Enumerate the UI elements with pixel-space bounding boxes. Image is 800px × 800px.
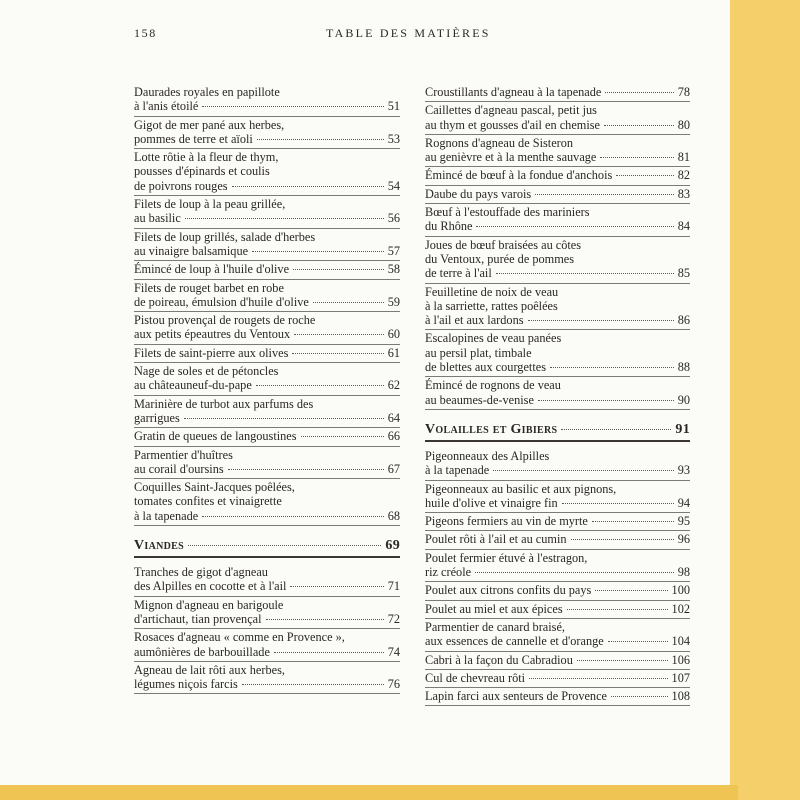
toc-entry-page: 74 — [387, 644, 400, 659]
toc-entry-line: Pistou provençal de rougets de roche — [134, 313, 316, 328]
toc-entry-page: 82 — [677, 168, 690, 183]
toc-entry-page: 59 — [387, 294, 400, 309]
toc-entry — [134, 396, 400, 429]
toc-entry-line: Pigeonneaux des Alpilles — [425, 448, 550, 463]
section-title: Viandes — [134, 538, 184, 554]
toc-entry-page: 95 — [677, 514, 690, 529]
toc-entry-page: 53 — [387, 131, 400, 146]
toc-entry-page: 83 — [677, 186, 690, 201]
toc-entry-line: Lapin farci aux senteurs de Provence — [425, 689, 607, 704]
toc-entry-page: 64 — [387, 410, 400, 425]
toc-entry-page: 88 — [677, 360, 690, 375]
toc-entry-line: Parmentier de canard braisé, — [425, 619, 565, 634]
toc-entry-line: Joues de bœuf braisées au côtes — [425, 237, 582, 252]
toc-entry-page: 60 — [387, 327, 400, 342]
toc-entry-line: Feuilletine de noix de veau — [425, 284, 559, 299]
toc-entry-line: Daube du pays varois — [425, 186, 532, 201]
section-heading-volailles — [425, 410, 690, 442]
toc-entry-line: au basilic — [134, 211, 181, 226]
toc-entry — [425, 84, 690, 102]
dot-leader — [202, 106, 383, 107]
toc-entry — [425, 481, 690, 514]
dot-leader — [202, 516, 384, 517]
toc-entry-page: 56 — [387, 211, 400, 226]
toc-entry-page: 51 — [387, 99, 400, 114]
dot-leader — [600, 157, 673, 158]
toc-entry-line: Pigeonneaux au basilic et aux pignons, — [425, 481, 617, 496]
dot-leader — [567, 609, 668, 610]
toc-entry-line: à la tapenade — [425, 463, 490, 478]
toc-entry-line: Lotte rôtie à la fleur de thym, — [134, 150, 279, 165]
page-header — [134, 26, 730, 42]
toc-fish-entries — [134, 84, 400, 526]
toc-right-column — [425, 84, 690, 706]
toc-entry-page: 61 — [387, 345, 400, 360]
toc-entry — [425, 513, 690, 531]
toc-entry — [425, 652, 690, 670]
toc-entry — [425, 448, 690, 481]
toc-entry-line: Émincé de loup à l'huile d'olive — [134, 262, 290, 277]
section-page: 91 — [675, 421, 690, 437]
dot-leader — [493, 470, 674, 471]
toc-entry — [425, 186, 690, 204]
toc-entry-page: 80 — [677, 117, 690, 132]
toc-entry — [134, 312, 400, 345]
toc-entry-line: Poulet au miel et aux épices — [425, 601, 563, 616]
toc-entry — [425, 135, 690, 168]
toc-entry-line: au genièvre et à la menthe sauvage — [425, 150, 597, 165]
toc-entry-page: 85 — [677, 266, 690, 281]
toc-entry — [134, 345, 400, 363]
toc-entry-line: garrigues — [134, 410, 180, 425]
dot-leader — [562, 503, 674, 504]
dot-leader — [475, 572, 674, 573]
toc-entry-line: de terre à l'ail — [425, 266, 492, 281]
dot-leader — [257, 139, 384, 140]
dot-leader — [608, 641, 668, 642]
toc-entry-page: 93 — [677, 463, 690, 478]
toc-entry-line: Filets de loup grillés, salade d'herbes — [134, 229, 316, 244]
toc-entry — [134, 149, 400, 196]
toc-entry-page: 104 — [671, 634, 690, 649]
toc-entry-line: de poireau, émulsion d'huile d'olive — [134, 294, 309, 309]
toc-volailles-entries — [425, 448, 690, 706]
toc-entry-line: Agneau de lait rôti aux herbes, — [134, 662, 285, 677]
toc-entry-line: au beaumes-de-venise — [425, 392, 534, 407]
toc-left-column — [134, 84, 400, 694]
dot-leader — [476, 226, 673, 227]
toc-entry — [134, 597, 400, 630]
toc-entry-line: légumes niçois farcis — [134, 677, 238, 692]
toc-entry-line: Rosaces d'agneau « comme en Provence », — [134, 630, 345, 645]
toc-entry-page: 67 — [387, 461, 400, 476]
dot-leader — [294, 334, 384, 335]
toc-entry-page: 100 — [671, 583, 690, 598]
toc-entry — [134, 479, 400, 526]
page-edge-shadow — [0, 785, 738, 800]
dot-leader — [538, 400, 674, 401]
dot-leader — [496, 273, 674, 274]
toc-meat-entries — [425, 84, 690, 410]
dot-leader — [293, 269, 384, 270]
dot-leader — [535, 194, 673, 195]
toc-entry-line: à la sarriette, rattes poêlées — [425, 298, 558, 313]
dot-leader — [274, 652, 384, 653]
toc-entry-line: Parmentier d'huîtres — [134, 447, 233, 462]
toc-entry-line: Coquilles Saint-Jacques poêlées, — [134, 480, 295, 495]
toc-entry — [425, 330, 690, 377]
toc-entry-line: tomates confites et vinaigrette — [134, 494, 282, 509]
dot-leader — [577, 660, 668, 661]
toc-entry-page: 62 — [387, 378, 400, 393]
toc-entry-line: Émincé de bœuf à la fondue d'anchois — [425, 168, 613, 183]
toc-entry — [134, 662, 400, 695]
toc-entry-line: Filets de saint-pierre aux olives — [134, 345, 289, 360]
toc-entry — [425, 688, 690, 706]
toc-entry-page: 102 — [671, 601, 690, 616]
dot-leader — [290, 586, 383, 587]
page-title: TABLE DES MATIÈRES — [326, 26, 491, 40]
toc-entry-line: Mignon d'agneau en barigoule — [134, 597, 284, 612]
dot-leader — [256, 385, 384, 386]
toc-entry-page: 71 — [387, 579, 400, 594]
toc-entry-line: Poulet fermier étuvé à l'estragon, — [425, 550, 588, 565]
dot-leader — [292, 353, 383, 354]
dot-leader — [242, 684, 384, 685]
toc-entry-line: Tranches de gigot d'agneau — [134, 565, 268, 580]
dot-leader — [185, 218, 384, 219]
toc-entry — [134, 196, 400, 229]
toc-entry-line: Cabri à la façon du Cabradiou — [425, 652, 573, 667]
toc-entry-page: 86 — [677, 313, 690, 328]
toc-entry-line: à l'anis étoilé — [134, 99, 199, 114]
toc-entry-page: 98 — [677, 565, 690, 580]
toc-entry-page: 68 — [387, 508, 400, 523]
toc-entry — [425, 550, 690, 583]
toc-entry-page: 78 — [677, 85, 690, 99]
toc-entry-line: Cul de chevreau rôti — [425, 670, 526, 685]
toc-entry-page: 107 — [671, 670, 690, 685]
toc-entry-line: Poulet rôti à l'ail et au cumin — [425, 532, 567, 547]
dot-leader — [605, 92, 673, 93]
toc-entry-line: huile d'olive et vinaigre fin — [425, 495, 558, 510]
toc-entry — [134, 564, 400, 597]
toc-entry — [134, 229, 400, 262]
dot-leader — [616, 175, 673, 176]
dot-leader — [592, 521, 674, 522]
toc-entry — [425, 377, 690, 410]
toc-entry — [134, 84, 400, 117]
toc-entry-page: 108 — [671, 689, 690, 704]
toc-entry-line: Filets de loup à la peau grillée, — [134, 197, 286, 212]
toc-entry-line: du Ventoux, purée de pommes — [425, 251, 575, 266]
toc-entry-line: Gratin de queues de langoustines — [134, 429, 297, 444]
dot-leader — [266, 619, 384, 620]
toc-entry-page: 96 — [677, 532, 690, 547]
dot-leader — [188, 545, 381, 546]
toc-entry-line: Croustillants d'agneau à la tapenade — [425, 85, 602, 99]
toc-entry-line: Filets de rouget barbet en robe — [134, 280, 284, 295]
dot-leader — [571, 539, 674, 540]
toc-entry — [425, 167, 690, 185]
toc-entry — [425, 204, 690, 237]
section-heading-viandes — [134, 526, 400, 558]
toc-entry-line: Bœuf à l'estouffade des mariniers — [425, 205, 590, 220]
toc-entry-line: de blettes aux courgettes — [425, 360, 546, 375]
toc-entry — [134, 447, 400, 480]
dot-leader — [595, 590, 667, 591]
toc-entry-page: 84 — [677, 219, 690, 234]
toc-entry-page: 72 — [387, 611, 400, 626]
toc-entry-line: Escalopines de veau panées — [425, 331, 562, 346]
dot-leader — [604, 125, 674, 126]
toc-entry-page: 106 — [671, 652, 690, 667]
toc-entry-line: Rognons d'agneau de Sisteron — [425, 135, 574, 150]
toc-entry — [425, 670, 690, 688]
dot-leader — [611, 696, 668, 697]
toc-entry-line: Poulet aux citrons confits du pays — [425, 583, 592, 598]
toc-entry — [134, 363, 400, 396]
dot-leader — [301, 436, 384, 437]
dot-leader — [232, 186, 384, 187]
dot-leader — [561, 429, 671, 430]
toc-entry-line: au persil plat, timbale — [425, 345, 532, 360]
toc-entry — [134, 280, 400, 313]
toc-entry — [425, 102, 690, 135]
toc-viandes-entries — [134, 564, 400, 694]
toc-entry-line: au châteauneuf-du-pape — [134, 378, 252, 393]
toc-entry-line: du Rhône — [425, 219, 473, 234]
toc-entry — [425, 619, 690, 652]
toc-entry-page: 57 — [387, 243, 400, 258]
dot-leader — [529, 678, 668, 679]
page-number: 158 — [134, 26, 157, 40]
toc-entry-line: Marinière de turbot aux parfums des — [134, 396, 314, 411]
dot-leader — [252, 251, 384, 252]
toc-entry-page: 90 — [677, 392, 690, 407]
toc-entry-line: aumônières de barbouillade — [134, 644, 270, 659]
toc-entry-page: 66 — [387, 429, 400, 444]
toc-entry-line: Gigot de mer pané aux herbes, — [134, 117, 285, 132]
toc-entry-line: au vinaigre balsamique — [134, 243, 249, 258]
toc-entry — [425, 284, 690, 331]
toc-entry — [134, 117, 400, 150]
toc-entry-page: 81 — [677, 150, 690, 165]
dot-leader — [528, 320, 674, 321]
toc-entry-line: Émincé de rognons de veau — [425, 378, 561, 393]
dot-leader — [184, 418, 384, 419]
dot-leader — [228, 469, 384, 470]
toc-entry — [134, 428, 400, 446]
toc-entry — [425, 531, 690, 549]
toc-entry-line: pousses d'épinards et coulis — [134, 164, 270, 179]
toc-entry-line: aux petits épeautres du Ventoux — [134, 327, 291, 342]
section-title: Volailles et Gibiers — [425, 421, 558, 437]
toc-entry — [425, 601, 690, 619]
toc-entry-page: 94 — [677, 495, 690, 510]
toc-entry-line: Daurades royales en papillote — [134, 85, 280, 99]
toc-entry-page: 76 — [387, 677, 400, 692]
dot-leader — [550, 367, 674, 368]
toc-entry — [425, 582, 690, 600]
section-page: 69 — [385, 538, 400, 554]
toc-entry — [134, 261, 400, 279]
toc-entry-line: pommes de terre et aïoli — [134, 131, 253, 146]
toc-entry-line: de poivrons rouges — [134, 178, 228, 193]
toc-entry-line: au corail d'oursins — [134, 461, 224, 476]
toc-entry-line: Pigeons fermiers au vin de myrte — [425, 514, 588, 529]
toc-entry-line: des Alpilles en cocotte et à l'ail — [134, 579, 287, 594]
toc-entry-line: riz créole — [425, 565, 472, 580]
toc-entry-page: 58 — [387, 262, 400, 277]
toc-entry-page: 54 — [387, 178, 400, 193]
dot-leader — [313, 302, 384, 303]
toc-entry-line: d'artichaut, tian provençal — [134, 611, 262, 626]
toc-entry-line: à l'ail et aux lardons — [425, 313, 524, 328]
toc-entry-line: à la tapenade — [134, 508, 199, 523]
toc-entry-line: au thym et gousses d'ail en chemise — [425, 117, 601, 132]
toc-entry-line: Nage de soles et de pétoncles — [134, 364, 279, 379]
toc-entry — [425, 237, 690, 284]
toc-entry — [134, 629, 400, 662]
toc-entry-line: Caillettes d'agneau pascal, petit jus — [425, 103, 597, 118]
toc-entry-line: aux essences de cannelle et d'orange — [425, 634, 604, 649]
